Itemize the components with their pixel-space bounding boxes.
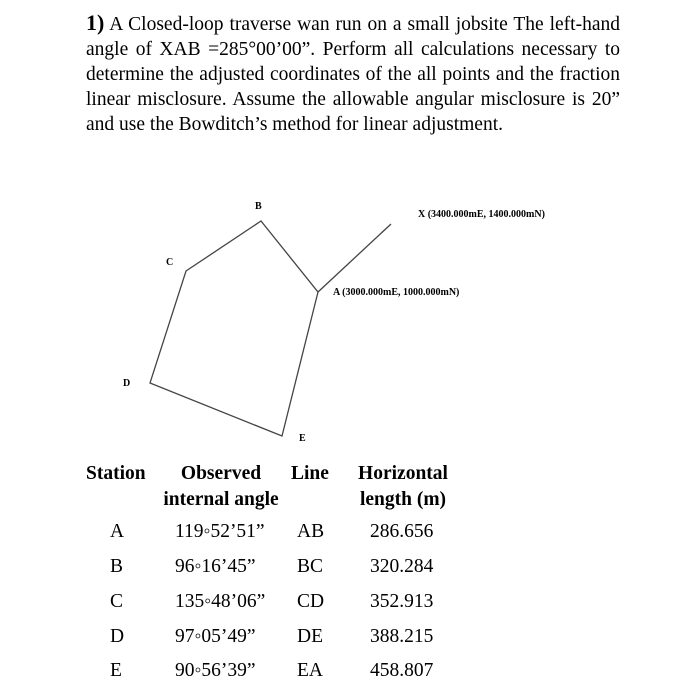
cell-angle: 119◦52’51” bbox=[175, 521, 265, 542]
header-horizontal: Horizontal bbox=[358, 463, 448, 484]
header-station: Station bbox=[86, 463, 146, 484]
problem-text: A Closed-loop traverse wan run on a small jobsite The left-hand angle of XAB =285°00’00”. Perform all calculations necessary to determine the adjusted coordinates of the all points and the fraction linear misclosure. Assume the allowable angular misclosure is 20” and use the Bowditch’s method for linear adjustment. bbox=[86, 14, 620, 135]
label-station-b: B bbox=[255, 201, 262, 212]
cell-line: DE bbox=[297, 626, 323, 647]
header-horizontal-length bbox=[353, 461, 453, 513]
header-observed-angle bbox=[156, 461, 286, 513]
cell-line: AB bbox=[297, 521, 325, 542]
header-line: Line bbox=[291, 463, 329, 484]
label-station-c: C bbox=[166, 257, 174, 268]
label-point-x: X (3400.000mE, 1400.000mN) bbox=[418, 209, 545, 220]
cell-station: C bbox=[110, 591, 124, 612]
cell-line: BC bbox=[297, 556, 324, 577]
cell-length: 286.656 bbox=[370, 521, 434, 542]
header-internal-angle: internal angle bbox=[163, 489, 279, 510]
cell-line: EA bbox=[297, 660, 323, 681]
cell-station: E bbox=[110, 660, 122, 681]
label-point-a: A (3000.000mE, 1000.000mN) bbox=[333, 287, 460, 298]
cell-length: 352.913 bbox=[370, 591, 434, 612]
cell-length: 320.284 bbox=[370, 556, 434, 577]
cell-length: 458.807 bbox=[370, 660, 434, 681]
cell-length: 388.215 bbox=[370, 626, 434, 647]
cell-angle: 96◦16’45” bbox=[175, 556, 256, 577]
cell-station: D bbox=[110, 626, 125, 647]
problem-number: 1) bbox=[86, 10, 105, 35]
cell-angle: 135◦48’06” bbox=[175, 591, 266, 612]
label-station-e: E bbox=[299, 433, 306, 444]
cell-station: B bbox=[110, 556, 124, 577]
cell-angle: 90◦56’39” bbox=[175, 660, 256, 681]
cell-line: CD bbox=[297, 591, 325, 612]
cell-station: A bbox=[110, 521, 125, 542]
header-length-m: length (m) bbox=[359, 489, 447, 510]
traverse-lines bbox=[150, 221, 391, 436]
cell-angle: 97◦05’49” bbox=[175, 626, 256, 647]
label-station-d: D bbox=[123, 378, 131, 389]
header-observed: Observed bbox=[180, 463, 262, 484]
